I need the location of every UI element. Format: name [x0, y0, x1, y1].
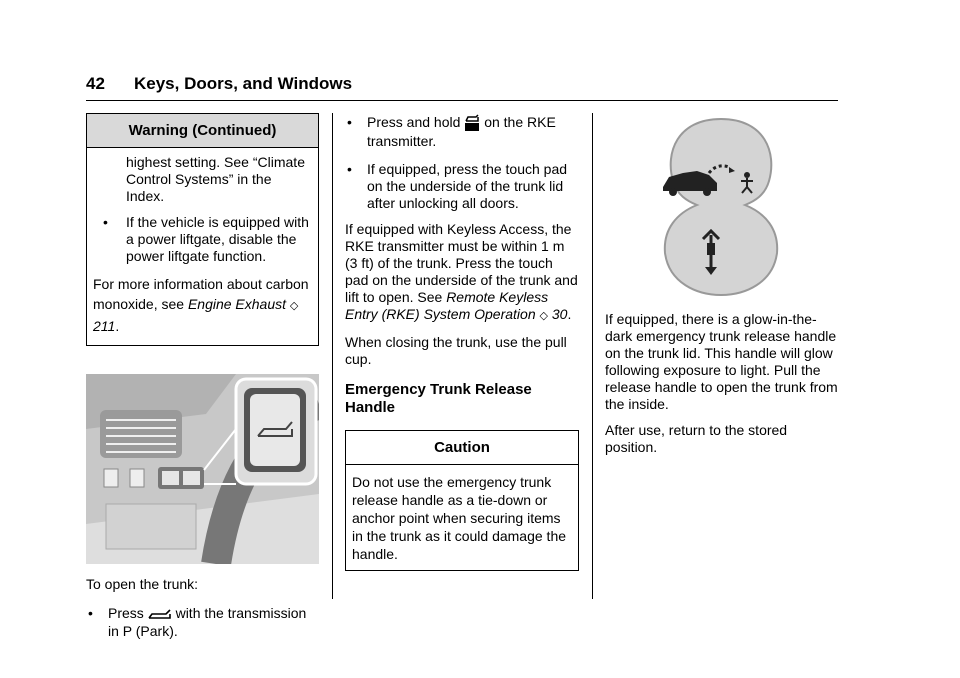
bullet1-post: with the transmission in P (Park). [108, 605, 307, 639]
period: . [567, 306, 572, 323]
bullet-icon: • [347, 161, 352, 178]
bullet2-post: on the RKE transmitter. [367, 114, 556, 150]
closing-paragraph: When closing the trunk, use the pull cup. [345, 334, 567, 368]
engine-exhaust-link[interactable]: Engine Exhaust [187, 296, 287, 312]
warning-box [86, 113, 319, 346]
bullet-icon: • [103, 214, 108, 230]
open-trunk-intro: To open the trunk: [86, 576, 199, 592]
period: . [115, 318, 120, 334]
rke-system-link[interactable]: Remote Keyless Entry (RKE) System Operation [345, 289, 549, 323]
rke-system-page[interactable]: 30 [551, 306, 568, 323]
caution-body: Do not use the emergency trunk release handle as a tie-down or anchor point when securing items in the trunk as it could damage the handle. [352, 474, 567, 563]
open-trunk-bullet-1 [86, 604, 319, 640]
engine-exhaust-page[interactable]: 211 [93, 318, 116, 334]
page-header [86, 72, 838, 101]
column-middle [345, 113, 579, 571]
warning-bullet [93, 214, 311, 265]
bullet3-text: If equipped, press the touch pad on the underside of the trunk lid after unlocking all doors. [367, 161, 568, 212]
page-number: 42 [86, 74, 105, 93]
page-ref-icon: ◇ [539, 310, 548, 323]
open-trunk-bullet-2 [345, 113, 579, 151]
bullet1-pre: Press [108, 605, 144, 621]
column-left [86, 113, 319, 640]
bullet-icon: • [88, 605, 93, 621]
caution-box [345, 430, 579, 571]
bullet2-pre: Press and hold [367, 114, 461, 130]
bullet-icon: • [347, 114, 352, 130]
keyless-access-paragraph [345, 221, 579, 325]
caution-title: Caution [346, 431, 578, 465]
trunk-button-dashboard-photo [86, 374, 319, 564]
after-use-paragraph: After use, return to the stored position. [605, 422, 788, 455]
trunk-open-icon [148, 608, 172, 620]
warning-more-text: For more information about carbon monoxide, see [93, 276, 309, 312]
page-ref-icon: ◇ [289, 300, 299, 312]
emergency-trunk-release-handle-illustration [605, 113, 839, 303]
column-divider-2 [592, 113, 593, 599]
column-divider-1 [332, 113, 333, 599]
column-right [605, 113, 839, 456]
keyless-text: If equipped with Keyless Access, the RKE transmitter must be within 1 m (3 ft) of the trunk. Press the touch pad on the underside of the trunk and lift to open. See [345, 221, 578, 306]
warning-continued-text: highest setting. See “Climate Control Systems” in the Index. [126, 154, 305, 204]
section-heading: Emergency Trunk Release Handle [345, 381, 532, 417]
page-title: Keys, Doors, and Windows [134, 74, 353, 93]
open-trunk-bullet-3 [345, 161, 579, 212]
warning-title: Warning (Continued) [87, 114, 318, 148]
warning-bullet-text: If the vehicle is equipped with a power liftgate, disable the power liftgate function. [126, 214, 309, 264]
warning-more-info [93, 274, 311, 336]
trunk-hold-icon [464, 114, 480, 132]
glow-handle-paragraph: If equipped, there is a glow-in-the-dark emergency trunk release handle on the trunk lid. This handle will glow following exposure to light. Pull the release handle to open the trunk from the inside. [605, 311, 838, 412]
